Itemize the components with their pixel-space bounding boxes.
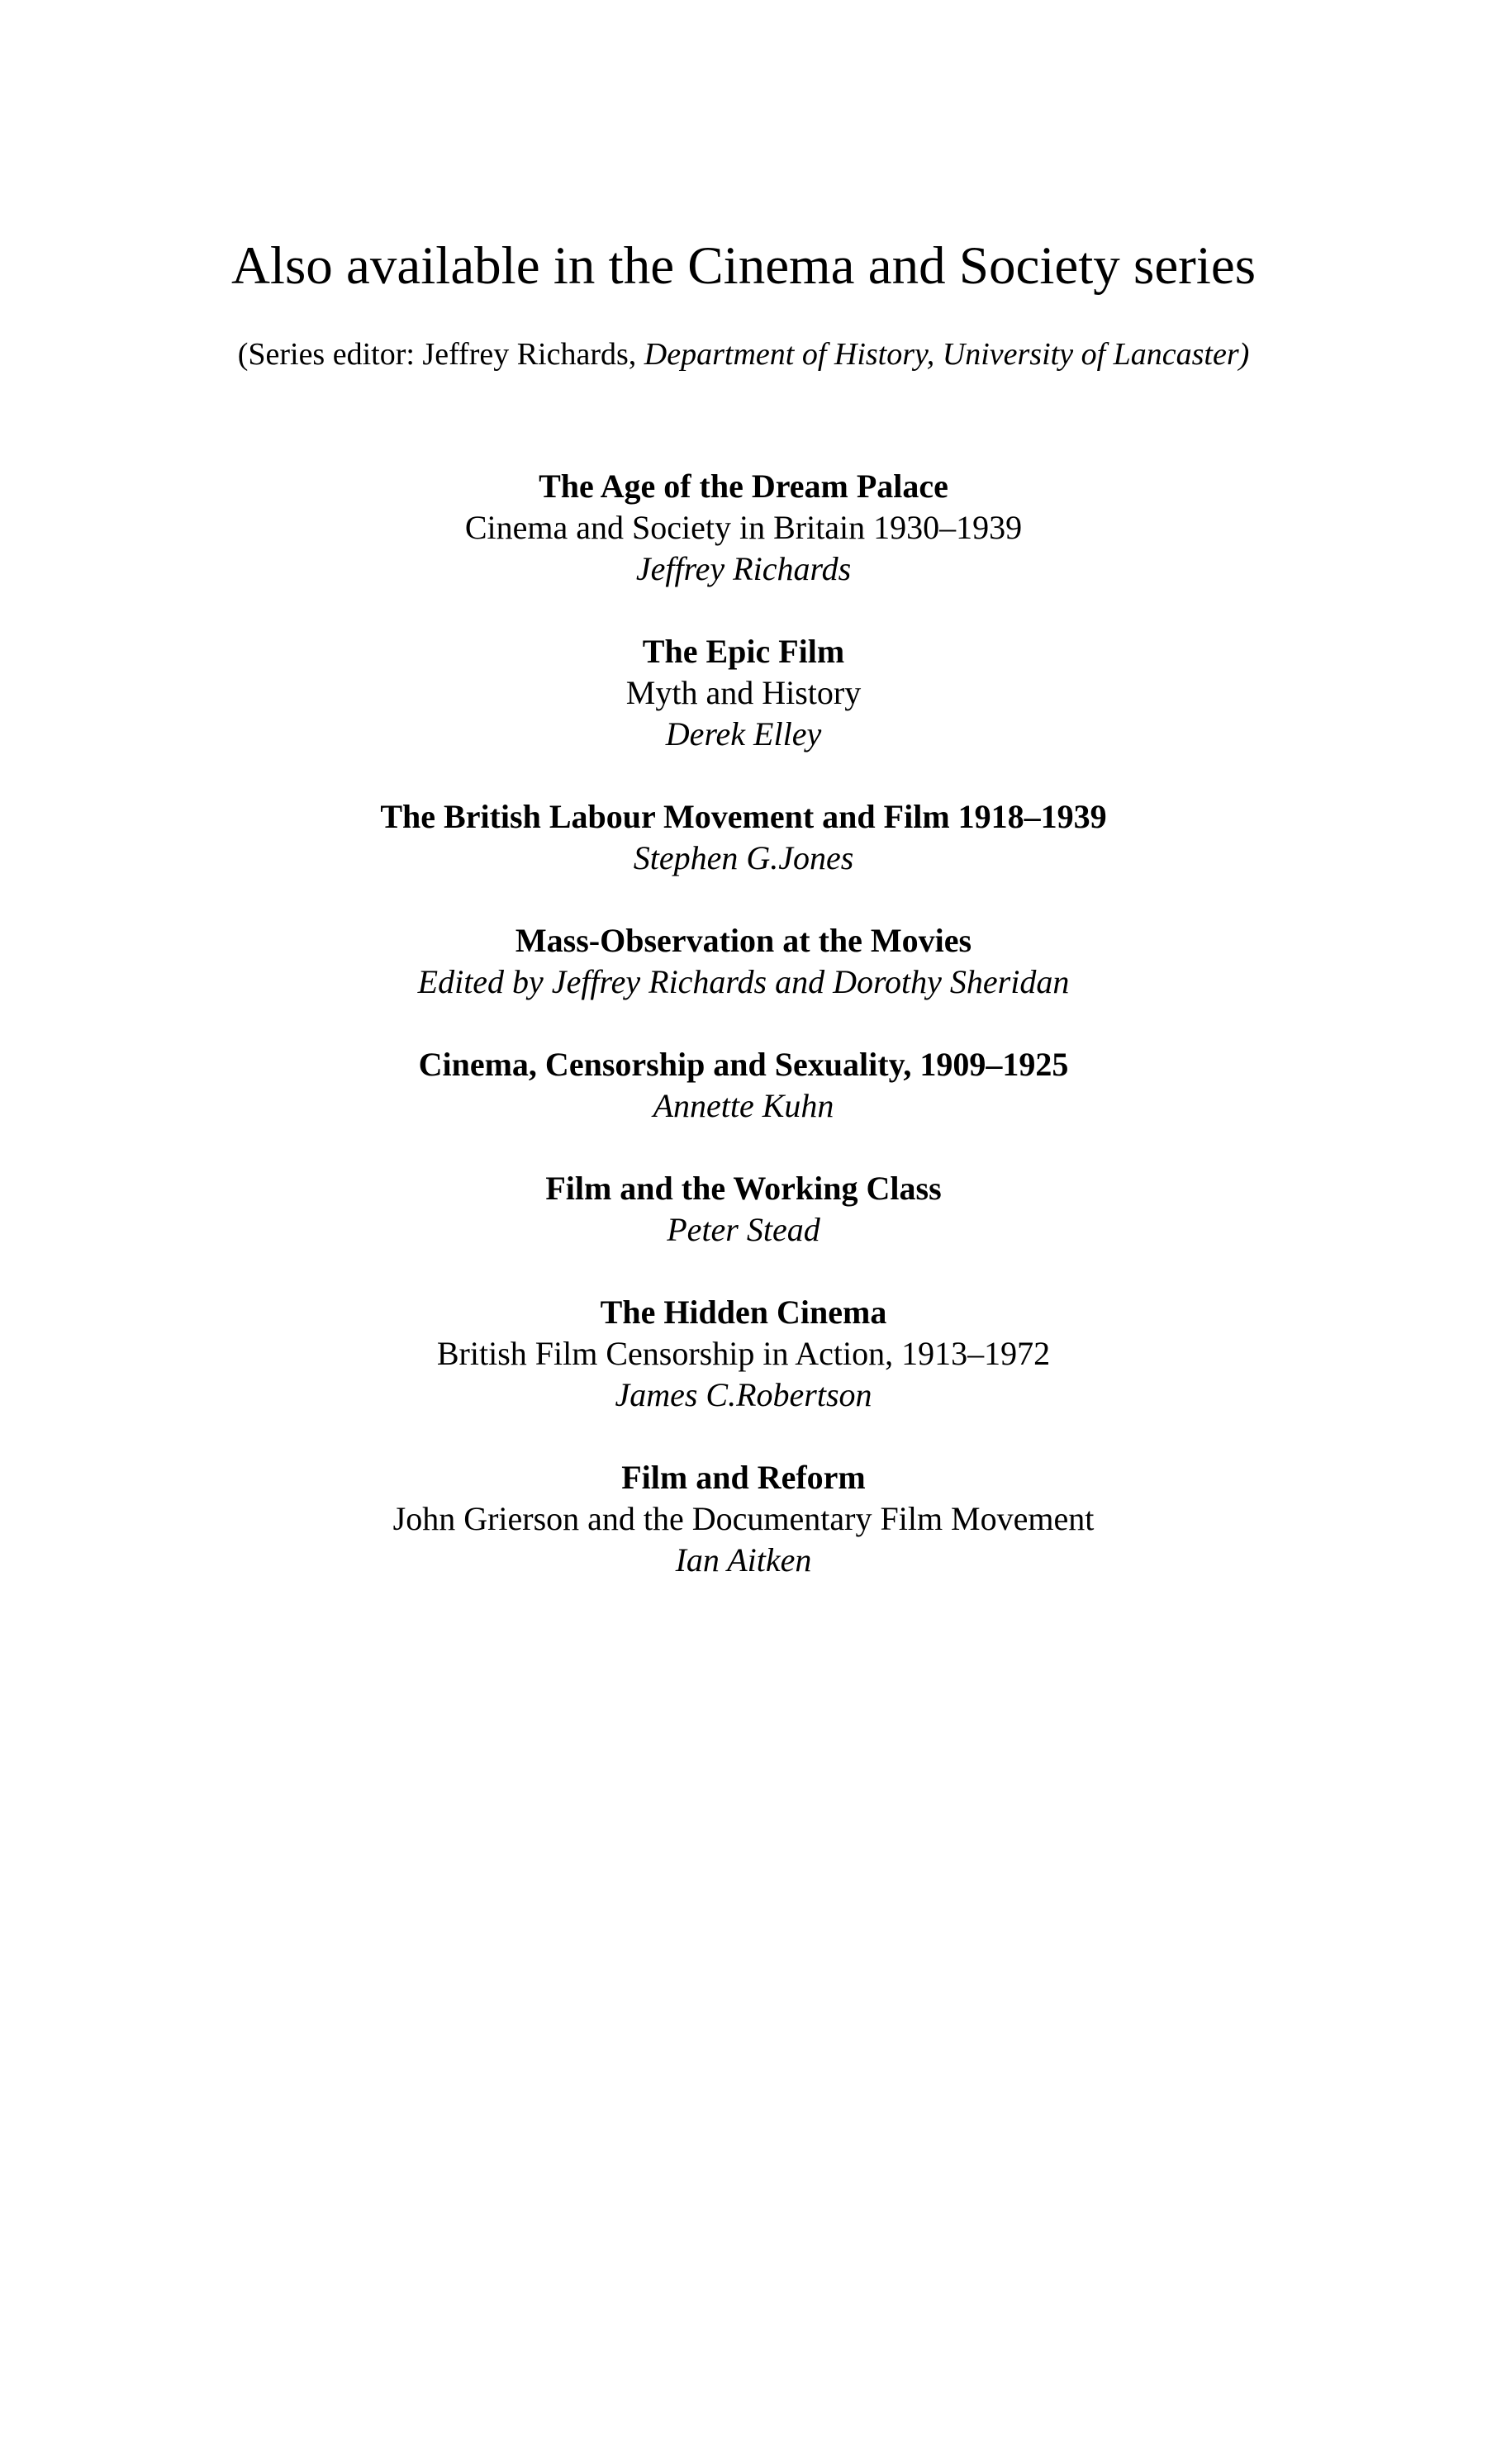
book-author: Annette Kuhn xyxy=(653,1087,834,1125)
book-author: Peter Stead xyxy=(667,1211,820,1249)
book-entry xyxy=(0,920,1487,1003)
book-subtitle: Cinema and Society in Britain 1930–1939 xyxy=(464,509,1023,547)
book-author: James C.Robertson xyxy=(615,1376,872,1414)
series-editor-line xyxy=(0,335,1487,375)
book-subtitle: Myth and History xyxy=(625,674,862,712)
book-author: Jeffrey Richards xyxy=(635,550,852,588)
book-author: Edited by Jeffrey Richards and Dorothy Sheridan xyxy=(417,963,1070,1001)
book-title: Mass-Observation at the Movies xyxy=(515,922,972,960)
book-entry xyxy=(0,796,1487,879)
book-title: Film and Reform xyxy=(621,1459,866,1497)
book-title: The Epic Film xyxy=(642,633,845,671)
book-title: Film and the Working Class xyxy=(545,1170,942,1208)
series-editor-affiliation: Department of History, University of Lancaster) xyxy=(644,337,1250,372)
book-entry xyxy=(0,1044,1487,1127)
book-series-page xyxy=(0,234,1487,2464)
book-author: Stephen G.Jones xyxy=(633,839,854,877)
book-entry xyxy=(0,1292,1487,1416)
book-entry xyxy=(0,1457,1487,1581)
book-entry xyxy=(0,466,1487,590)
book-title: Cinema, Censorship and Sexuality, 1909–1925 xyxy=(418,1046,1069,1084)
page-title: Also available in the Cinema and Society series xyxy=(230,236,1257,296)
book-title: The British Labour Movement and Film 1918–1939 xyxy=(380,798,1107,836)
book-subtitle: British Film Censorship in Action, 1913–1972 xyxy=(436,1335,1051,1373)
book-author: Derek Elley xyxy=(665,715,822,753)
book-title: The Hidden Cinema xyxy=(600,1294,887,1332)
book-entry xyxy=(0,631,1487,755)
book-subtitle: John Grierson and the Documentary Film Movement xyxy=(392,1500,1095,1538)
book-entry xyxy=(0,1168,1487,1251)
book-list xyxy=(0,466,1487,1581)
book-author: Ian Aitken xyxy=(675,1541,812,1579)
series-editor-prefix: (Series editor: Jeffrey Richards, xyxy=(237,337,644,372)
book-title: The Age of the Dream Palace xyxy=(539,468,948,506)
